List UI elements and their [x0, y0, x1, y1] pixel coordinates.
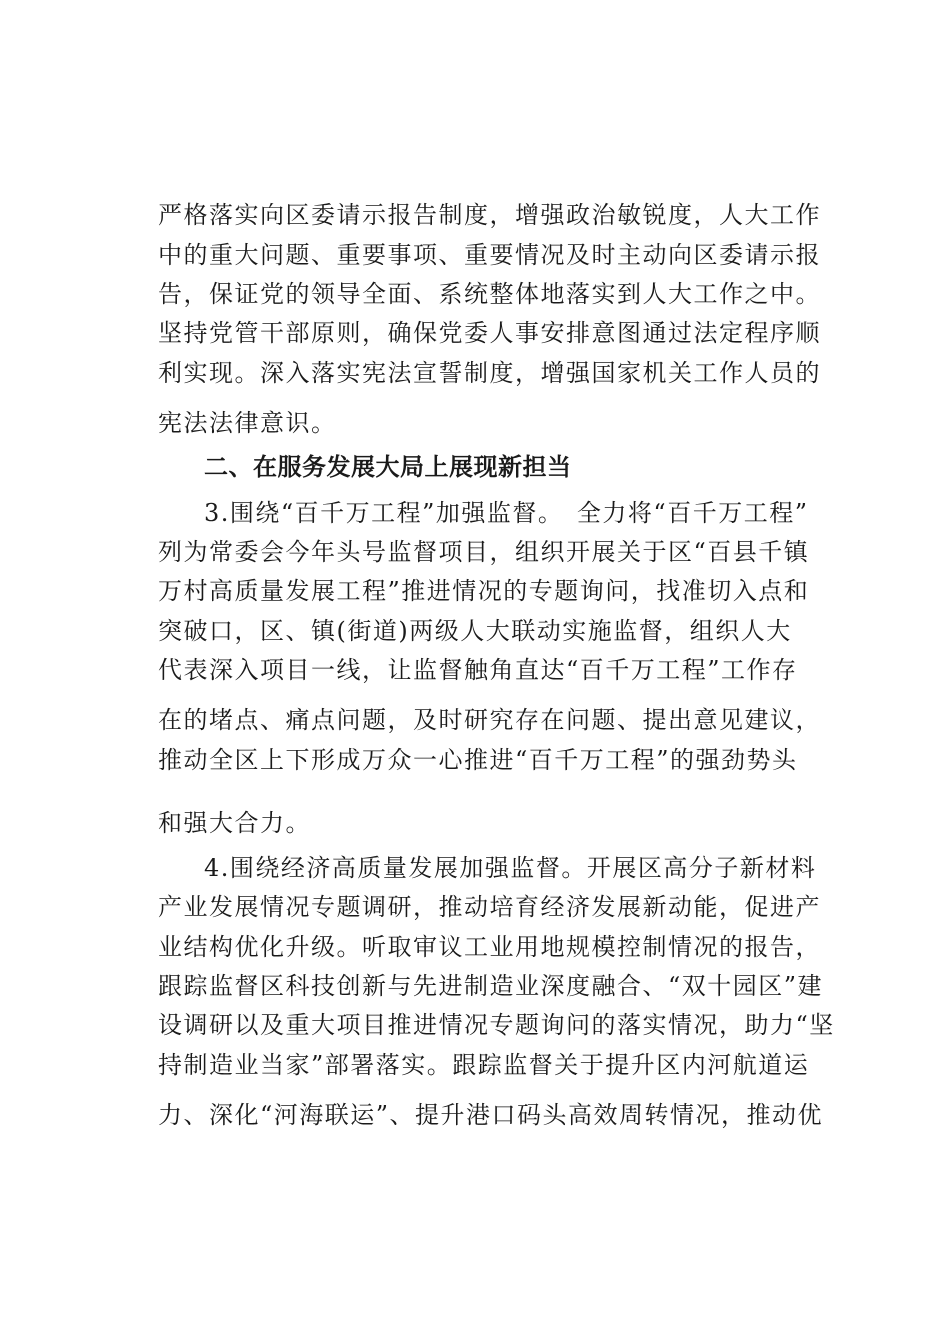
paragraph-line: 严格落实向区委请示报告制度，增强政治敏锐度，人大工作	[158, 201, 821, 229]
paragraph-line: 和强大合力。	[158, 809, 311, 837]
paragraph-line: 跟踪监督区科技创新与先进制造业深度融合、“双十园区”建	[158, 972, 824, 1000]
paragraph-line: 力、深化“河海联运”、提升港口码头高效周转情况，推动优	[158, 1101, 824, 1129]
paragraph-line: 3.围绕“百千万工程”加强监督。 全力将“百千万工程”	[204, 499, 809, 527]
paragraph-line: 中的重大问题、重要事项、重要情况及时主动向区委请示报	[158, 241, 821, 269]
paragraph-line: 列为常委会今年头号监督项目，组织开展关于区“百县千镇	[158, 538, 810, 566]
paragraph-line: 代表深入项目一线，让监督触角直达“百千万工程”工作存	[158, 656, 798, 684]
paragraph-line: 万村高质量发展工程”推进情况的专题询问，找准切入点和	[158, 577, 810, 605]
paragraph-line: 业结构优化升级。听取审议工业用地规模控制情况的报告，	[158, 933, 821, 961]
paragraph-line: 设调研以及重大项目推进情况专题询问的落实情况，助力“坚	[158, 1011, 835, 1039]
paragraph-line: 突破口，区、镇(街道)两级人大联动实施监督，组织人大	[158, 617, 792, 645]
paragraph-line: 在的堵点、痛点问题，及时研究存在问题、提出意见建议，	[158, 706, 821, 734]
paragraph-line: 产业发展情况专题调研，推动培育经济发展新动能，促进产	[158, 893, 821, 921]
paragraph-line: 坚持党管干部原则，确保党委人事安排意图通过法定程序顺	[158, 319, 821, 347]
section-heading: 二、在服务发展大局上展现新担当	[204, 453, 572, 481]
paragraph-line: 宪法法律意识。	[158, 409, 337, 437]
paragraph-line: 告，保证党的领导全面、系统整体地落实到人大工作之中。	[158, 280, 821, 308]
paragraph-line: 推动全区上下形成万众一心推进“百千万工程”的强劲势头	[158, 746, 798, 774]
paragraph-line: 持制造业当家”部署落实。跟踪监督关于提升区内河航道运	[158, 1051, 810, 1079]
paragraph-line: 利实现。深入落实宪法宣誓制度，增强国家机关工作人员的	[158, 359, 821, 387]
paragraph-line: 4.围绕经济高质量发展加强监督。开展区高分子新材料	[204, 854, 817, 882]
